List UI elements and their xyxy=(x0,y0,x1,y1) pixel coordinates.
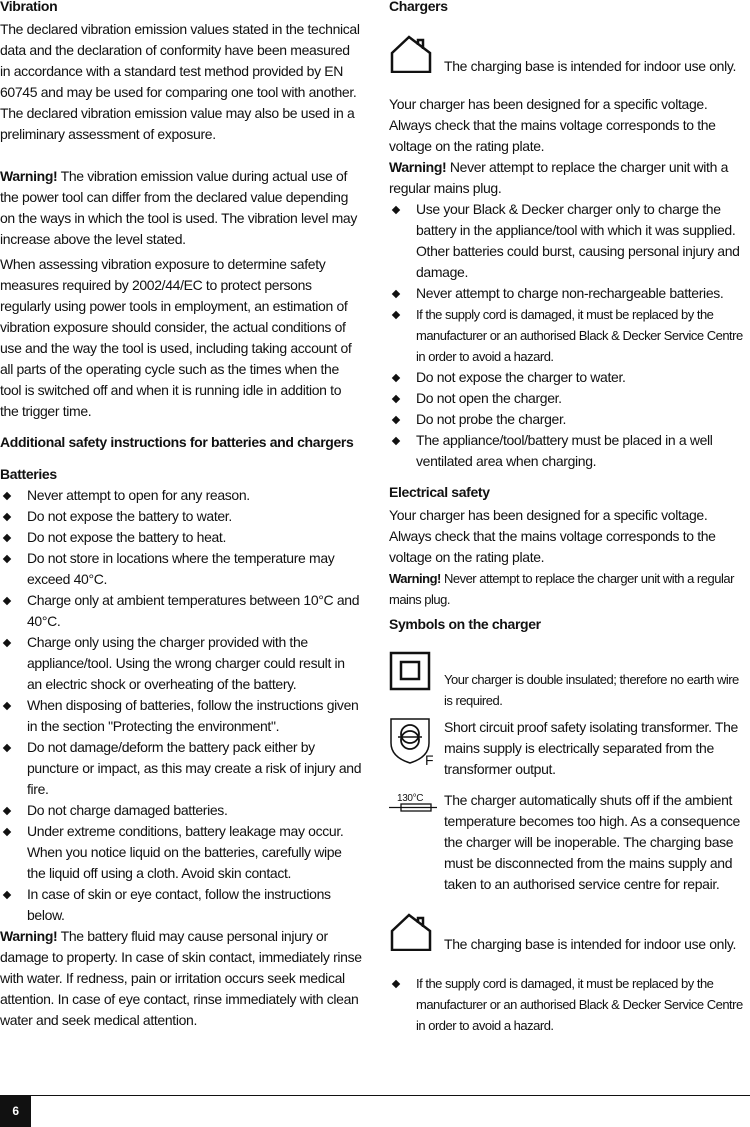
final-list xyxy=(389,973,750,1036)
list-item: Never attempt to open for any reason. xyxy=(0,485,362,506)
warning-label: Warning! xyxy=(389,571,441,586)
warning-label: Warning! xyxy=(0,168,58,184)
transformer-letter: F xyxy=(425,752,434,767)
warning-text: The vibration emission value during actual use of the power tool can differ from the declared value depending on the ways in which the tool is used. The vibration level may increase above the level stated. xyxy=(0,168,358,247)
transformer-icon xyxy=(389,717,444,773)
list-item: Never attempt to charge non-rechargeable batteries. xyxy=(389,283,750,304)
double-insulated-row xyxy=(389,651,750,711)
list-item: Do not store in locations where the temperature may exceed 40°C. xyxy=(0,548,362,590)
indoor-symbol-row xyxy=(389,35,750,79)
double-insulated-text: Your charger is double insulated; therefore no earth wire is required. xyxy=(444,672,739,708)
transformer-text: Short circuit proof safety isolating transformer. The mains supply is electrically separated from the transformer output. xyxy=(444,719,738,777)
page-number: 6 xyxy=(0,1096,31,1127)
list-item: Do not charge damaged batteries. xyxy=(0,800,362,821)
symbols-heading: Symbols on the charger xyxy=(389,616,541,632)
left-column xyxy=(0,0,362,1031)
voltage-text: Your charger has been designed for a specific voltage. Always check that the mains voltage corresponds to the voltage on the rating plate. xyxy=(389,96,716,154)
transformer-row xyxy=(389,717,750,780)
warning-text: Never attempt to replace the charger unit with a regular mains plug. xyxy=(389,571,734,607)
double-insulated-icon xyxy=(389,651,444,697)
list-item: Charge only at ambient temperatures between 10°C and 40°C. xyxy=(0,590,362,632)
list-item: In case of skin or eye contact, follow the instructions below. xyxy=(0,884,362,926)
list-item: Charge only using the charger provided with the appliance/tool. Using the wrong charger could result in an electric shock or overheating of the battery. xyxy=(0,632,362,695)
warning-label: Warning! xyxy=(0,928,58,944)
electrical-safety-heading: Electrical safety xyxy=(389,484,490,500)
chargers-heading: Chargers xyxy=(389,0,448,14)
indoor-text: The charging base is intended for indoor use only. xyxy=(444,58,736,74)
list-item: Do not expose the charger to water. xyxy=(389,367,750,388)
list-item: If the supply cord is damaged, it must be replaced by the manufacturer or an authorised Black & Decker Service Centre in order to avoid a hazard. xyxy=(389,973,750,1036)
additional-safety-heading: Additional safety instructions for batteries and chargers xyxy=(0,434,354,450)
vibration-heading: Vibration xyxy=(0,0,58,14)
vibration-warning xyxy=(0,166,362,250)
thermal-fuse-icon xyxy=(389,790,444,826)
warning-text: The battery fluid may cause personal injury or damage to property. In case of skin contact, immediately rinse with water. If redness, pain or irritation occurs seek medical attention. In case of eye contact, rinse immediately with clean water and seek medical attention. xyxy=(0,928,362,1028)
battery-list xyxy=(0,485,362,926)
warning-text: Never attempt to replace the charger unit with a regular mains plug. xyxy=(389,159,729,196)
fuse-row xyxy=(389,790,750,895)
list-item: Under extreme conditions, battery leakage may occur. When you notice liquid on the batteries, carefully wipe the liquid off using a cloth. Avoid skin contact. xyxy=(0,821,362,884)
vibration-text: The declared vibration emission values stated in the technical data and the declaration of conformity have been measured in accordance with a standard test method provided by EN 60745 and may be used for comparing one tool with another. The declared vibration emission value may also be used in a preliminary assessment of exposure. xyxy=(0,21,360,142)
list-item: Do not open the charger. xyxy=(389,388,750,409)
list-item: Do not damage/deform the battery pack either by puncture or impact, as this may create a risk of injury and fire. xyxy=(0,737,362,800)
electrical-warning xyxy=(389,568,750,610)
fuse-temperature-label: 130°C xyxy=(397,793,424,804)
list-item: If the supply cord is damaged, it must be replaced by the manufacturer or an authorised Black & Decker Service Centre in order to avoid a hazard. xyxy=(389,304,750,367)
electrical-text: Your charger has been designed for a specific voltage. Always check that the mains voltage corresponds to the voltage on the rating plate. xyxy=(389,507,716,565)
list-item: When disposing of batteries, follow the instructions given in the section "Protecting the environment". xyxy=(0,695,362,737)
list-item: Use your Black & Decker charger only to charge the battery in the appliance/tool with which it was supplied. Other batteries could burst, causing personal injury and damage. xyxy=(389,199,750,283)
list-item: The appliance/tool/battery must be placed in a well ventilated area when charging. xyxy=(389,430,750,472)
warning-label: Warning! xyxy=(389,159,447,175)
list-item: Do not expose the battery to water. xyxy=(0,506,362,527)
right-column xyxy=(389,0,750,1036)
house-icon xyxy=(389,913,444,957)
fluid-warning xyxy=(0,926,362,1031)
charger-list xyxy=(389,199,750,472)
batteries-heading: Batteries xyxy=(0,466,57,482)
house-icon xyxy=(389,35,444,79)
assessing-text: When assessing vibration exposure to determine safety measures required by 2002/44/EC to protect persons regularly using power tools in employment, an estimation of vibration exposure should consider, the actual conditions of use and the way the tool is used, including taking account of all parts of the operating cycle such as the times when the tool is switched off and when it is running idle in addition to the trigger time. xyxy=(0,256,352,419)
list-item: Do not probe the charger. xyxy=(389,409,750,430)
fuse-text: The charger automatically shuts off if the ambient temperature becomes too high. As a consequence the charger will be inoperable. The charging base must be disconnected from the mains supply and taken to an authorised service centre for repair. xyxy=(444,792,740,892)
footer-rule xyxy=(0,1095,750,1096)
indoor-text-2: The charging base is intended for indoor use only. xyxy=(444,936,736,952)
charger-warning xyxy=(389,157,750,199)
indoor-symbol-row-2 xyxy=(389,913,750,957)
list-item: Do not expose the battery to heat. xyxy=(0,527,362,548)
